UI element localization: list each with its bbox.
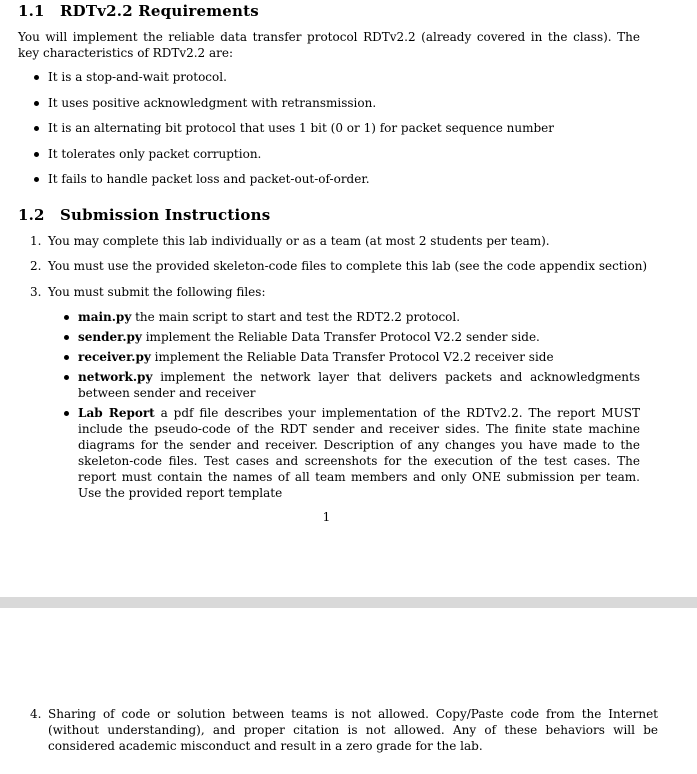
bullet-dot [34, 152, 39, 157]
submission-numbered-list [30, 233, 647, 309]
files-bullet-list [62, 309, 640, 505]
bullet-dot [34, 177, 39, 182]
section-title: RDTv2.2 Requirements [60, 2, 259, 20]
numbered-item: 2. You must use the provided skeleton-code files to complete this lab (see the code appendix section) [30, 259, 648, 274]
bullet-item: It tolerates only packet corruption. [30, 146, 554, 172]
bullet-dot [64, 411, 69, 416]
file-item [62, 329, 640, 345]
file-item [62, 405, 640, 501]
file-name: sender.py [78, 330, 142, 344]
bullet-dot [64, 335, 69, 340]
file-name: Lab Report [78, 406, 155, 420]
bullet-item: It fails to handle packet loss and packet-out-of-order. [30, 171, 554, 197]
numbered-item: 4. Sharing of code or solution between teams is not allowed. Copy/Paste code from the Internet (without understanding), and proper citation is not allowed. Any of these behaviors will be considered academic misconduct and result in a zero grade for the lab. [30, 707, 658, 753]
numbered-item: 1. You may complete this lab individually or as a team (at most 2 students per team). [30, 234, 550, 248]
page-number: 1 [322, 510, 331, 524]
section-title: Submission Instructions [60, 206, 271, 224]
requirements-intro: You will implement the reliable data transfer protocol RDTv2.2 (already covered in the class). The key characteristics of RDTv2.2 are: [18, 30, 640, 60]
bullet-dot [34, 126, 39, 131]
file-name: network.py [78, 370, 153, 384]
file-item [62, 309, 640, 325]
bullet-item: It is an alternating bit protocol that uses 1 bit (0 or 1) for packet sequence number [30, 120, 554, 146]
file-desc: the main script to start and test the RDT2.2 protocol. [131, 310, 461, 324]
file-desc: implement the network layer that delivers packets and acknowledgments between sender and receiver [78, 370, 640, 400]
bullet-item: It uses positive acknowledgment with retransmission. [30, 95, 554, 121]
page-separator [0, 597, 697, 608]
section-heading-requirements [18, 2, 259, 20]
file-desc: implement the Reliable Data Transfer Protocol V2.2 receiver side [150, 350, 554, 364]
file-item [62, 369, 640, 401]
section-number: 1.2 [18, 206, 45, 224]
file-desc: implement the Reliable Data Transfer Protocol V2.2 sender side. [141, 330, 540, 344]
bullet-dot [64, 375, 69, 380]
requirements-bullet-list [30, 69, 554, 197]
section-number: 1.1 [18, 2, 45, 20]
file-item [62, 349, 640, 365]
bullet-dot [34, 101, 39, 106]
numbered-item: 3. You must submit the following files: [30, 284, 266, 299]
file-desc: a pdf file describes your implementation of the RDTv2.2. The report MUST include the pseudo-code of the RDT sender and receiver sides. The finite state machine diagrams for the sender and receiver. Description of any changes you have made to the skeleton-code files. Test cases and screenshots for the execution of the test cases. The report must contain the names of all team members and only ONE submission per team. Use the provided report template [78, 406, 640, 500]
file-name: main.py [78, 310, 132, 324]
section-heading-submission [18, 206, 270, 224]
bullet-dot [64, 355, 69, 360]
bullet-dot [64, 315, 69, 320]
file-name: receiver.py [78, 350, 151, 364]
bullet-dot [34, 75, 39, 80]
document-page-2 [0, 608, 697, 774]
bullet-item: It is a stop-and-wait protocol. [30, 69, 554, 95]
